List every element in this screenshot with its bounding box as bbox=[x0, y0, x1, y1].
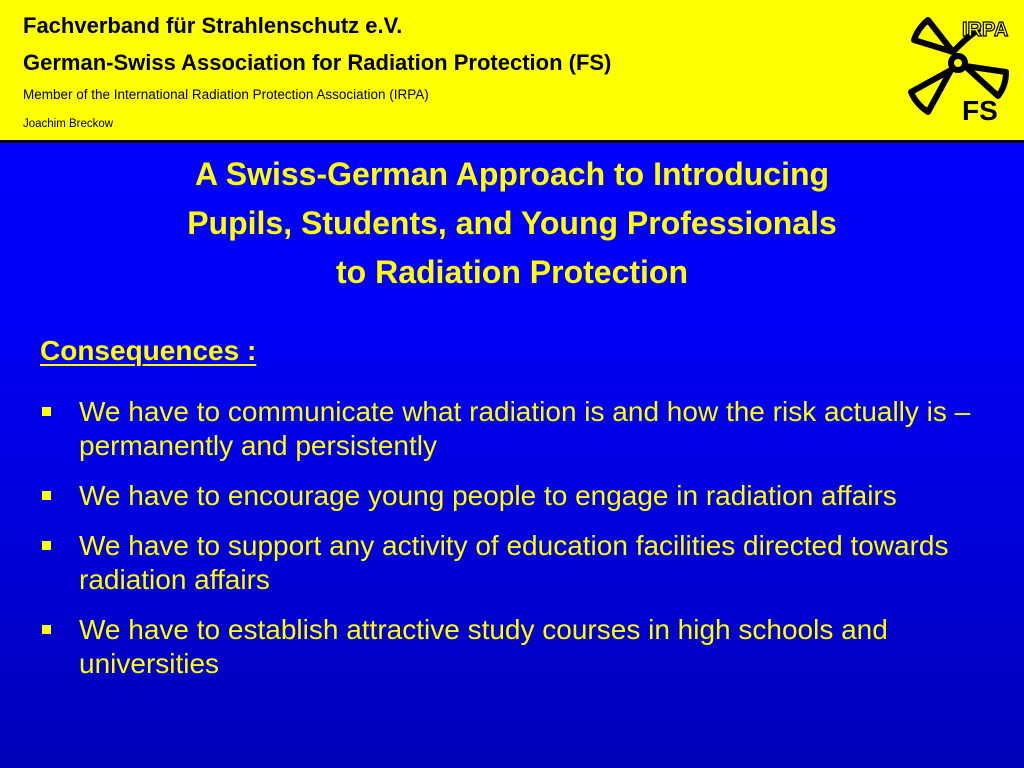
logo-blade-right bbox=[965, 66, 1006, 96]
logo-fs-text: FS bbox=[962, 95, 998, 126]
square-bullet-icon bbox=[42, 541, 51, 550]
list-item-text: We have to encourage young people to engage in radiation affairs bbox=[79, 480, 897, 511]
slide-title-line: to Radiation Protection bbox=[336, 254, 688, 290]
square-bullet-icon bbox=[42, 407, 51, 416]
header-divider bbox=[0, 140, 1024, 143]
square-bullet-icon bbox=[42, 625, 51, 634]
list-item-text: We have to communicate what radiation is and how the risk actually is – permanently and persistently bbox=[79, 396, 971, 461]
slide-title-line: A Swiss-German Approach to Introducing bbox=[194, 156, 830, 192]
list-item-text: We have to establish attractive study courses in high schools and universities bbox=[79, 614, 888, 679]
logo-blade-top bbox=[914, 20, 953, 52]
header-banner bbox=[0, 0, 1024, 140]
section-heading: Consequences : bbox=[40, 335, 257, 366]
slide-title bbox=[60, 150, 964, 297]
org-name-english: German-Swiss Association for Radiation Protection (FS) bbox=[23, 50, 612, 75]
logo-irpa-text: IRPA bbox=[962, 19, 1009, 41]
slide-title-line: Pupils, Students, and Young Professionals bbox=[187, 205, 837, 241]
list-item bbox=[40, 529, 1010, 597]
logo-center bbox=[951, 56, 965, 70]
list-item bbox=[40, 613, 1010, 681]
list-item bbox=[40, 395, 1010, 463]
logo-blade-bottom bbox=[911, 70, 951, 112]
fs-irpa-logo bbox=[906, 8, 1016, 128]
list-item-text: We have to support any activity of education facilities directed towards radiation affairs bbox=[79, 530, 949, 595]
consequences-list bbox=[40, 395, 1010, 697]
org-name-german: Fachverband für Strahlenschutz e.V. bbox=[23, 13, 403, 38]
membership-line: Member of the International Radiation Protection Association (IRPA) bbox=[23, 87, 429, 102]
author-name: Joachim Breckow bbox=[23, 118, 114, 130]
list-item bbox=[40, 479, 1010, 513]
square-bullet-icon bbox=[42, 491, 51, 500]
